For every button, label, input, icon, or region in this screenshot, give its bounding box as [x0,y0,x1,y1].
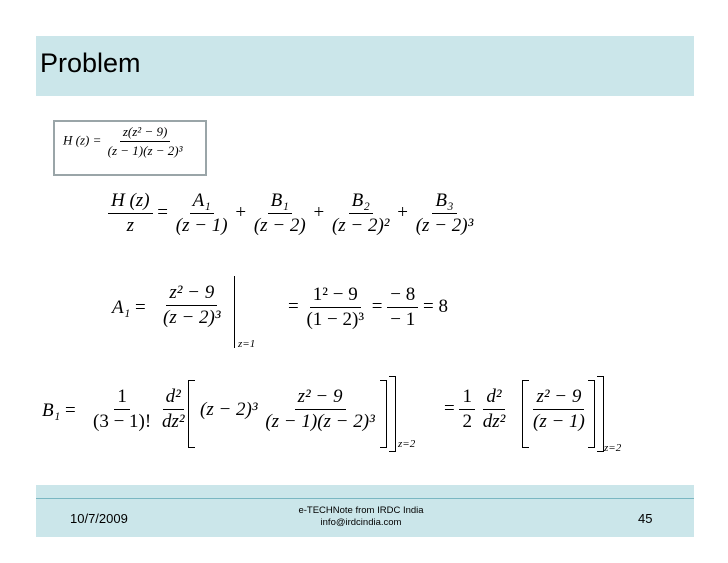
a1-calc-num: z² − 9 [166,282,217,306]
b1-symbol: B₁ [42,400,61,421]
b1-s-coef-num: 1 [459,386,475,410]
footer-date: 10/7/2009 [70,511,128,526]
right-bracket [380,380,387,448]
right-bracket [588,380,595,448]
b1-eval-point: z=2 [398,438,416,450]
a1-label: A₁ = [112,297,146,318]
a1-fraction [160,282,224,329]
slide-title: Problem [40,48,141,78]
a1-simp-frac [387,284,418,331]
pf-term-b3 [413,190,477,237]
b1-coefficient [90,386,188,433]
b1-s-inner-den: (z − 1) [533,411,585,432]
b1-s-deriv-frac [480,386,509,433]
h-fraction [105,124,186,159]
plus-sign: + [235,201,251,223]
pf-lhs-den: z [126,215,134,236]
b1-deriv-den: dz² [161,411,185,432]
pf-b1-den: (z − 2) [253,215,306,236]
a1-sub-den: (1 − 2)³ [306,309,365,330]
a1-sub-frac [303,284,367,331]
plus-sign: + [397,201,413,223]
a1-result: 8 [438,295,448,317]
pf-lhs-num: H (z) [108,190,153,214]
b1-factor: (z − 2)³ [200,398,258,420]
pf-a1-den: (z − 1) [175,215,228,236]
left-bracket [522,380,529,448]
right-bracket-outer [389,376,396,452]
footer-source-line1: e-TECHNote from IRDC India [298,505,424,516]
b1-inner-frac [262,386,377,433]
footer-divider [36,498,694,499]
footer-source [296,505,426,529]
h-lhs: H (z) = [63,132,102,148]
b1-inner [200,386,378,433]
pf-term-b2 [329,190,393,237]
b1-label: B₁ = [42,400,76,421]
b1-inner-num: z² − 9 [295,386,346,410]
h-denominator: (z − 1)(z − 2)³ [107,143,183,158]
a1-eval-point: z=1 [238,338,256,350]
partial-fraction-expansion [108,190,476,237]
b1-coef-num: 1 [114,386,130,410]
a1-calc-den: (z − 2)³ [163,307,221,328]
b1-s-inner-frac [530,386,588,433]
pf-term-a1 [173,190,231,237]
pf-b1-num: B₁ [268,190,292,214]
equals-sign: = [422,295,439,317]
a1-frac [160,282,224,329]
plus-sign: + [313,201,329,223]
b1-s-deriv-den: dz² [482,411,506,432]
equals-sign: = [371,295,388,317]
transfer-function [63,124,186,159]
h-numerator: z(z² − 9) [120,124,170,142]
b1-s-inner-num: z² − 9 [533,386,584,410]
b1-s-deriv-num: d² [483,386,504,410]
b1-s-eval-point: z=2 [604,442,622,454]
pf-b3-den: (z − 2)³ [415,215,474,236]
left-bracket [188,380,195,448]
pf-term-b1 [251,190,309,237]
b1-s-inner [530,386,588,433]
a1-simp-num: − 8 [387,284,418,308]
pf-b2-den: (z − 2)² [331,215,390,236]
a1-symbol: A₁ [112,297,131,318]
b1-coef-frac [90,386,154,433]
pf-b2-num: B₂ [349,190,373,214]
pf-a1-num: A₁ [190,190,214,214]
equals-sign: = [444,397,460,419]
a1-evaluation [288,284,448,331]
b1-s-coef-den: 2 [462,411,472,432]
b1-deriv-num: d² [163,386,184,410]
evaluation-bar [234,276,235,348]
a1-sub-num: 1² − 9 [310,284,361,308]
footer-source-line2: info@irdcindia.com [320,517,402,528]
b1-coef-den: (3 − 1)! [93,411,152,432]
a1-simp-den: − 1 [390,309,416,330]
page-number: 45 [638,511,653,526]
equals-sign: = [157,201,173,223]
b1-simplified [444,386,508,433]
b1-deriv-frac [159,386,188,433]
pf-b3-num: B₃ [432,190,456,214]
equals-sign: = [288,295,304,317]
right-bracket-outer [597,376,604,452]
b1-inner-den: (z − 1)(z − 2)³ [265,411,375,432]
pf-lhs [108,190,153,237]
b1-s-coef-frac [459,386,475,433]
